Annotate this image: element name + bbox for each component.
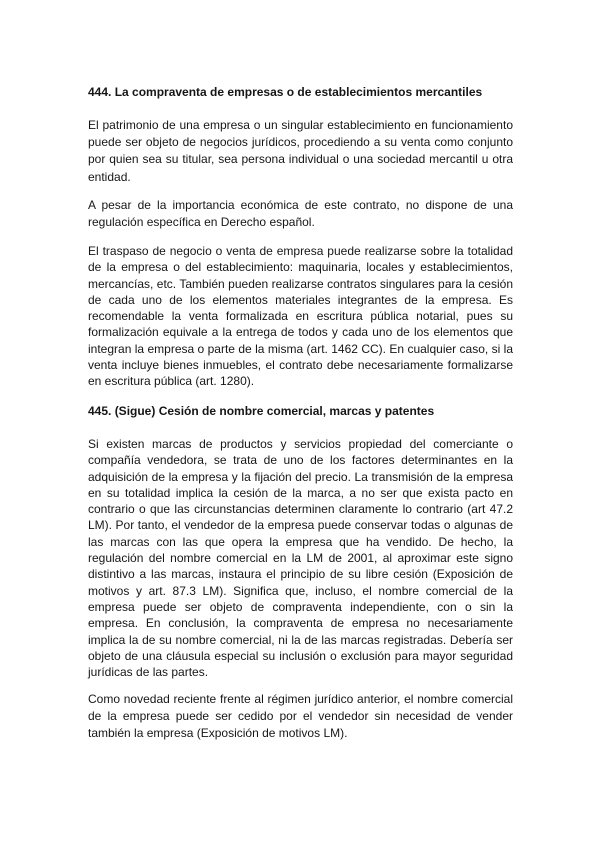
paragraph-line: empresa puede ser objeto de compraventa independiente, con o sin la [88, 599, 513, 614]
paragraph-line: integran la empresa o parte de la misma (art. 1462 CC). En cualquier caso, si la [88, 341, 513, 356]
paragraph-line: mercancías, etc. También pueden realizarse contratos singulares para la cesión [88, 276, 513, 291]
paragraph-line: puede ser objeto de negocios jurídicos, procediendo a su venta como conjunto [88, 135, 513, 150]
paragraph-line: Como novedad reciente frente al régimen jurídico anterior, el nombre comercial [88, 692, 513, 706]
section-heading-444: 444. La compraventa de empresas o de establecimientos mercantiles [88, 85, 483, 99]
paragraph-line: en su totalidad implica la cesión de la marca, a no ser que exista pacto en [88, 485, 513, 500]
paragraph-line: contrario o que las circunstancias determinen claramente lo contrario (art 47.2 [88, 502, 513, 517]
paragraph-line: de cada uno de los elementos materiales integrantes de la empresa. Es [88, 292, 513, 307]
paragraph-line: regulación específica en Derecho español. [88, 215, 315, 229]
paragraph-line: regulación del nombre comercial en la LM de 2001, al aproximar este signo [88, 551, 513, 566]
paragraph-line: por quien sea su titular, sea persona individual o una sociedad mercantil u otra [88, 152, 513, 167]
paragraph-patrimonio [88, 117, 513, 186]
paragraph-line: jurídicas de las partes. [88, 665, 209, 680]
paragraph-line: entidad. [88, 169, 131, 184]
paragraph-line: venta incluye bienes inmuebles, el contrato debe necesariamente formalizarse [88, 358, 513, 373]
paragraph-line: formalización equivale a la entrega de todos y cada uno de los elementos que [88, 325, 513, 340]
paragraph-marcas [88, 436, 513, 680]
paragraph-novedad [88, 691, 513, 742]
paragraph-line: en escritura pública (art. 1280). [88, 374, 255, 389]
paragraph-line: también la empresa (Exposición de motivos LM). [88, 726, 348, 740]
paragraph-traspaso [88, 243, 513, 390]
paragraph-line: LM). Por tanto, el vendedor de la empresa puede conservar todas o algunas de [88, 518, 513, 533]
paragraph-line: de la empresa o del establecimiento: maquinaria, locales y establecimientos, [88, 260, 513, 275]
paragraph-line: recomendable la venta formalizada en escritura pública notarial, pues su [88, 309, 513, 324]
paragraph-line: El traspaso de negocio o venta de empresa puede realizarse sobre la totalidad [88, 244, 513, 258]
paragraph-line: implica la de su nombre comercial, ni la de las marcas registradas. Debería ser [88, 632, 513, 647]
paragraph-line: empresa. En conclusión, la compraventa de empresa no necesariamente [88, 616, 513, 631]
paragraph-line: A pesar de la importancia económica de este contrato, no dispone de una [88, 198, 513, 212]
section-heading-445: 445. (Sigue) Cesión de nombre comercial, marcas y patentes [88, 404, 435, 418]
paragraph-line: motivos y art. 87.3 LM). Significa que, incluso, el nombre comercial de la [88, 583, 513, 598]
paragraph-line: El patrimonio de una empresa o un singular establecimiento en funcionamiento [88, 118, 513, 132]
paragraph-line: distintivo a las marcas, instaura el principio de su libre cesión (Exposición de [88, 567, 513, 582]
paragraph-line: adquisición de la empresa y la fijación del precio. La transmisión de la empresa [88, 469, 513, 484]
paragraph-line: compañía vendedora, se trata de uno de los factores determinantes en la [88, 453, 513, 468]
paragraph-line: las marcas con las que opera la empresa que ha vendido. De hecho, la [88, 534, 513, 549]
paragraph-line: objeto de una cláusula especial su inclusión o exclusión para mayor seguridad [88, 648, 513, 663]
paragraph-importancia [88, 197, 513, 231]
paragraph-line: de la empresa puede ser cedido por el vendedor sin necesidad de vender [88, 709, 513, 723]
paragraph-line: Si existen marcas de productos y servicios propiedad del comerciante o [88, 437, 513, 451]
